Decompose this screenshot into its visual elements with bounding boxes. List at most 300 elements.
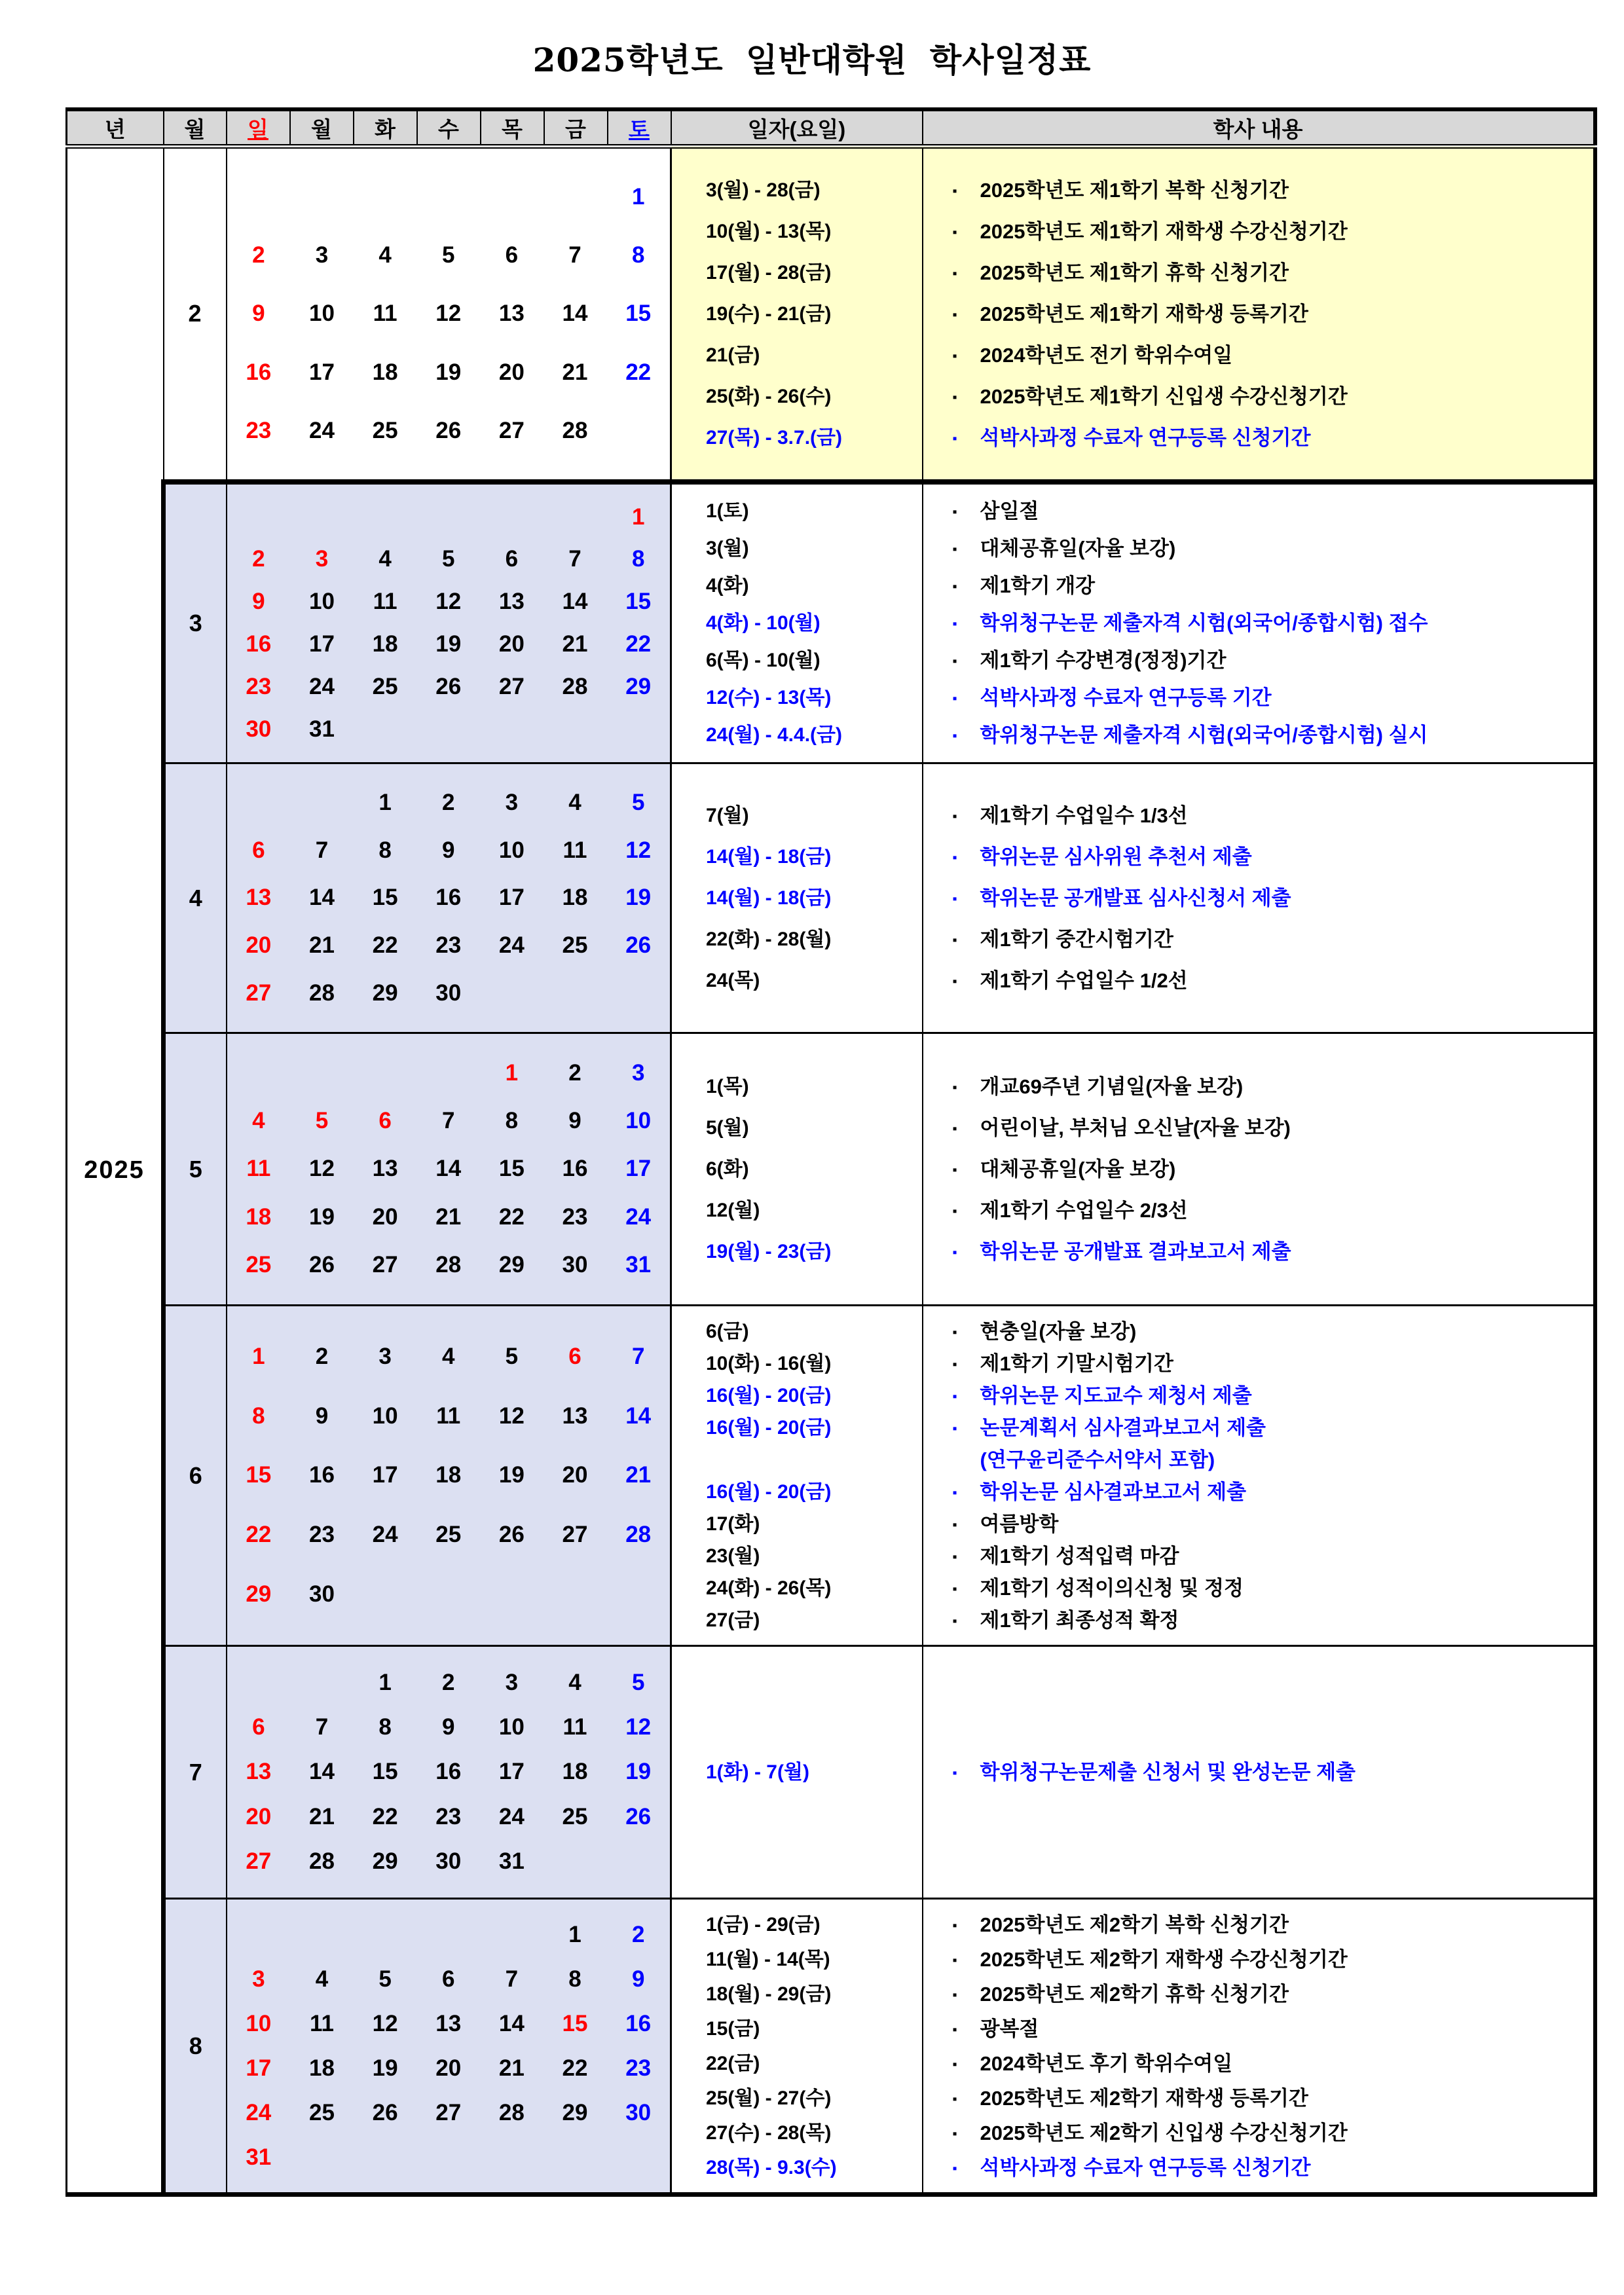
calendar-day: 23 [246, 673, 272, 699]
calendar-day: 27 [562, 1522, 588, 1548]
calendar-day: 8 [378, 837, 392, 863]
schedule-date: 22(화) - 28(월) [706, 928, 832, 950]
bullet-icon: ▪ [952, 1613, 957, 1628]
calendar-day: 2 [252, 546, 265, 572]
bullet-icon: ▪ [952, 1766, 957, 1780]
calendar-week [227, 1344, 671, 1370]
calendar-day: 24 [625, 1203, 652, 1230]
calendar-day [227, 790, 291, 816]
calendar-week [227, 674, 671, 700]
event-text: 제1학기 수업일수 2/3선 [980, 1199, 1188, 1222]
calendar-grid [227, 1311, 671, 1641]
schedule-event [923, 1572, 1593, 1604]
calendar-day: 27 [372, 1252, 398, 1278]
calendar-day [416, 1060, 480, 1086]
calendar-day: 17 [498, 885, 525, 911]
calendar-day [480, 184, 544, 210]
calendar-day: 17 [246, 2055, 272, 2081]
bullet-icon: ▪ [952, 1325, 957, 1340]
calendar-day: 6 [505, 546, 519, 572]
year-label: 2025 [67, 147, 164, 2195]
bullet-icon: ▪ [952, 1581, 957, 1596]
schedule-event [923, 252, 1593, 293]
calendar-day: 16 [246, 359, 272, 385]
event-text: 대체공휴일(자율 보강) [980, 537, 1176, 560]
bullet-icon: ▪ [952, 1485, 957, 1500]
calendar-day: 10 [308, 301, 335, 327]
calendar-day: 9 [315, 1403, 329, 1429]
calendar-day: 1 [631, 504, 645, 530]
schedule-event [923, 170, 1593, 211]
calendar-day: 31 [308, 716, 335, 742]
event-text: 제1학기 수강변경(정정)기간 [980, 649, 1227, 672]
bullet-icon: ▪ [952, 1389, 957, 1404]
calendar-week [227, 1403, 671, 1429]
event-text: 제1학기 수업일수 1/2선 [980, 969, 1188, 992]
calendar-day: 5 [378, 1966, 392, 1992]
schedule-event [923, 567, 1593, 604]
calendar-day: 3 [505, 1669, 519, 1695]
calendar-day: 5 [631, 1669, 645, 1695]
calendar-day: 11 [373, 589, 397, 615]
schedule-date: 18(월) - 29(금) [706, 1983, 832, 2005]
page-title: 2025학년도 일반대학원 학사일정표 [532, 41, 1092, 79]
calendar-day: 22 [372, 932, 398, 959]
calendar-day: 22 [372, 1803, 398, 1829]
schedule-event [923, 1907, 1593, 1942]
schedule-event [923, 2011, 1593, 2046]
calendar-day: 16 [625, 2010, 652, 2036]
schedule-event [923, 642, 1593, 679]
header-row [67, 109, 1595, 147]
calendar-day: 31 [625, 1252, 652, 1278]
schedule-date: 16(월) - 20(금) [706, 1384, 832, 1406]
calendar-day: 7 [442, 1108, 455, 1134]
schedule-event [923, 211, 1593, 252]
schedule-event [923, 877, 1593, 919]
calendar-day [480, 716, 544, 743]
calendar-day: 26 [435, 417, 462, 443]
month-calendar [227, 482, 671, 763]
bullet-icon: ▪ [952, 266, 957, 281]
calendar-day: 7 [315, 1714, 329, 1740]
calendar-day [416, 2144, 480, 2171]
header-day-sat: 토 [608, 109, 671, 147]
calendar-day: 22 [625, 631, 652, 657]
schedule-date: 27(목) - 3.7.(금) [706, 426, 842, 449]
calendar-grid [227, 151, 671, 476]
calendar-week [227, 1060, 671, 1086]
bullet-icon: ▪ [952, 542, 957, 557]
calendar-week [227, 1108, 671, 1134]
schedule-event [923, 530, 1593, 567]
schedule-date: 1(목) [706, 1076, 749, 1097]
calendar-week [227, 1156, 671, 1182]
calendar-week [227, 1670, 671, 1696]
calendar-day: 29 [625, 673, 652, 699]
event-text: 광복절 [980, 2017, 1039, 2040]
schedule-dates [671, 147, 923, 482]
calendar-day: 23 [308, 1522, 335, 1548]
calendar-day: 25 [372, 417, 398, 443]
calendar-day: 17 [372, 1462, 398, 1488]
schedule-event [923, 1348, 1593, 1380]
bullet-icon: ▪ [952, 1357, 957, 1372]
schedule-dates [671, 482, 923, 763]
schedule-event [923, 1604, 1593, 1636]
calendar-day [544, 2144, 607, 2171]
schedule-date: 4(화) - 10(월) [706, 612, 821, 634]
schedule-date: 27(금) [706, 1609, 760, 1631]
calendar-day: 1 [252, 1344, 265, 1370]
schedule-events [923, 1306, 1595, 1646]
bullet-icon: ▪ [952, 431, 957, 446]
calendar-grid [227, 769, 671, 1028]
date-lines [672, 1315, 922, 1636]
calendar-day: 14 [498, 2010, 525, 2036]
bullet-icon: ▪ [952, 1987, 957, 2002]
calendar-day: 8 [252, 1403, 265, 1429]
calendar-day: 27 [246, 980, 272, 1006]
schedule-event [923, 1380, 1593, 1412]
header-day-tue: 화 [354, 109, 417, 147]
calendar-day [606, 1848, 670, 1875]
calendar-week [227, 631, 671, 657]
calendar-day [354, 1060, 417, 1086]
calendar-day: 3 [315, 546, 329, 572]
schedule-date: 25(월) - 27(수) [706, 2087, 832, 2109]
calendar-day: 12 [308, 1156, 335, 1182]
event-text: 2024학년도 후기 학위수여일 [980, 2051, 1233, 2075]
calendar-day [227, 1922, 291, 1948]
calendar-day: 14 [308, 1759, 335, 1785]
schedule-date: 7(월) [706, 805, 749, 826]
calendar-day [544, 504, 607, 530]
event-text: 2025학년도 제2학기 복학 신청기간 [980, 1913, 1289, 1936]
calendar-day: 2 [315, 1344, 329, 1370]
schedule-event [923, 604, 1593, 642]
schedule-event [923, 1190, 1593, 1231]
schedule-date: 12(월) [706, 1200, 760, 1221]
event-lines [923, 492, 1593, 754]
event-text: 학위논문 심사결과보고서 제출 [980, 1480, 1247, 1503]
calendar-day: 9 [252, 589, 265, 615]
month-row-8 [67, 1899, 1595, 2195]
calendar-day: 14 [562, 589, 588, 615]
calendar-week [227, 790, 671, 816]
calendar-day [416, 184, 480, 210]
month-row-7 [67, 1646, 1595, 1899]
date-lines [672, 1066, 922, 1272]
calendar-day [227, 1670, 291, 1696]
event-lines [923, 170, 1593, 458]
calendar-day: 31 [246, 2144, 272, 2170]
calendar-day: 21 [562, 359, 588, 385]
calendar-day [290, 2144, 354, 2171]
calendar-day: 3 [252, 1966, 265, 1992]
calendar-day: 16 [562, 1156, 588, 1182]
schedule-event [923, 1508, 1593, 1540]
date-lines [672, 795, 922, 1001]
calendar-day: 5 [631, 790, 645, 816]
schedule-dates [671, 1646, 923, 1899]
bullet-icon: ▪ [952, 851, 957, 865]
schedule-event [923, 293, 1593, 335]
calendar-day: 26 [498, 1522, 525, 1548]
calendar-day: 11 [373, 301, 397, 327]
schedule-event [923, 1942, 1593, 1977]
calendar-day: 26 [435, 673, 462, 699]
event-text: 2025학년도 제2학기 재학생 등록기간 [980, 2086, 1308, 2110]
calendar-day: 24 [372, 1522, 398, 1548]
calendar-day: 14 [562, 301, 588, 327]
schedule-date: 4(화) [706, 575, 749, 597]
schedule-date: 22(금) [706, 2052, 760, 2074]
calendar-day: 16 [435, 885, 462, 911]
calendar-day: 17 [308, 359, 335, 385]
calendar-week [227, 1966, 671, 1992]
calendar-week [227, 980, 671, 1006]
calendar-day: 15 [625, 301, 652, 327]
event-text: 제1학기 성적입력 마감 [980, 1544, 1179, 1568]
calendar-day: 1 [631, 183, 645, 210]
event-text: 2025학년도 제2학기 재학생 수강신청기간 [980, 1947, 1348, 1971]
calendar-day: 3 [631, 1059, 645, 1086]
date-lines [672, 492, 922, 754]
month-row-2 [67, 147, 1595, 482]
calendar-day: 11 [436, 1403, 461, 1429]
bullet-icon: ▪ [952, 1245, 957, 1260]
academic-calendar-table [65, 107, 1597, 2197]
calendar-day [606, 1581, 670, 1607]
calendar-week [227, 1714, 671, 1740]
bullet-icon: ▪ [952, 183, 957, 198]
schedule-event [923, 2081, 1593, 2116]
bullet-icon: ▪ [952, 691, 957, 707]
calendar-day: 26 [625, 932, 652, 959]
calendar-day: 14 [625, 1403, 652, 1429]
calendar-day: 6 [252, 1714, 265, 1740]
calendar-day: 31 [498, 1848, 525, 1875]
month-number: 4 [164, 763, 227, 1033]
calendar-grid [227, 488, 671, 759]
schedule-event [923, 376, 1593, 417]
calendar-day: 12 [625, 837, 652, 863]
calendar-day [544, 980, 607, 1006]
header-year: 년 [67, 109, 164, 147]
calendar-day [290, 184, 354, 210]
schedule-events [923, 147, 1595, 482]
bullet-icon: ▪ [952, 2126, 957, 2141]
calendar-day: 5 [442, 546, 455, 572]
calendar-day: 27 [246, 1848, 272, 1875]
calendar-day: 29 [498, 1252, 525, 1278]
calendar-day [354, 1581, 417, 1607]
month-calendar [227, 1306, 671, 1646]
schedule-event [923, 1231, 1593, 1272]
event-text: 2025학년도 제1학기 재학생 등록기간 [980, 302, 1308, 325]
calendar-day: 19 [308, 1203, 335, 1230]
schedule-date: 17(화) [706, 1513, 760, 1535]
calendar-day: 22 [498, 1203, 525, 1230]
calendar-day: 4 [568, 1669, 581, 1695]
calendar-week [227, 1581, 671, 1607]
calendar-week [227, 2100, 671, 2126]
event-lines [923, 1066, 1593, 1272]
calendar-day: 17 [308, 631, 335, 657]
bullet-icon: ▪ [952, 2022, 957, 2037]
calendar-day: 7 [568, 546, 581, 572]
schedule-date: 11(월) - 14(목) [706, 1948, 830, 1970]
month-row-6 [67, 1306, 1595, 1646]
calendar-day [290, 1670, 354, 1696]
calendar-day: 29 [372, 980, 398, 1006]
calendar-day: 19 [498, 1462, 525, 1488]
event-text: 학위논문 지도교수 제청서 제출 [980, 1384, 1252, 1407]
schedule-event [923, 1540, 1593, 1572]
schedule-date: 24(화) - 26(목) [706, 1577, 832, 1599]
calendar-day: 10 [498, 837, 525, 863]
calendar-grid [227, 1038, 671, 1300]
calendar-day: 28 [625, 1522, 652, 1548]
calendar-day [606, 716, 670, 743]
date-lines [672, 1907, 922, 2185]
schedule-event [923, 417, 1593, 458]
calendar-day: 10 [498, 1714, 525, 1740]
header-day-sun: 일 [227, 109, 290, 147]
calendar-day: 29 [246, 1581, 272, 1607]
calendar-day: 3 [315, 242, 329, 268]
schedule-date: 1(화) - 7(월) [706, 1761, 809, 1783]
schedule-events [923, 1899, 1595, 2195]
schedule-event [923, 1412, 1593, 1444]
event-text: 학위논문 공개발표 결과보고서 제출 [980, 1240, 1291, 1263]
event-text: 석박사과정 수료자 연구등록 신청기간 [980, 2156, 1311, 2179]
event-lines [923, 1752, 1593, 1793]
calendar-day [606, 980, 670, 1006]
calendar-day: 8 [505, 1108, 519, 1134]
month-number: 2 [164, 147, 227, 482]
calendar-day: 11 [246, 1156, 271, 1182]
schedule-date: 28(목) - 9.3(수) [706, 2156, 837, 2178]
calendar-day: 13 [562, 1403, 588, 1429]
event-lines [923, 795, 1593, 1001]
header-content-col: 학사 내용 [923, 109, 1595, 147]
event-text: (연구윤리준수서약서 포함) [980, 1448, 1215, 1471]
event-text: 여름방학 [980, 1512, 1059, 1535]
bullet-icon: ▪ [952, 933, 957, 947]
calendar-day: 22 [246, 1522, 272, 1548]
month-number: 7 [164, 1646, 227, 1899]
schedule-date: 17(월) - 28(금) [706, 261, 832, 284]
calendar-day: 6 [442, 1966, 455, 1992]
calendar-day [480, 2144, 544, 2171]
calendar-day: 11 [563, 1714, 587, 1740]
calendar-day: 25 [372, 673, 398, 699]
calendar-day: 5 [505, 1344, 519, 1370]
schedule-date: 14(월) - 18(금) [706, 846, 832, 868]
calendar-day: 26 [308, 1252, 335, 1278]
calendar-day: 13 [498, 589, 525, 615]
event-text: 제1학기 최종성적 확정 [980, 1608, 1179, 1632]
schedule-dates [671, 1033, 923, 1306]
calendar-week [227, 716, 671, 743]
event-text: 삼일절 [980, 500, 1039, 523]
calendar-day: 19 [625, 1759, 652, 1785]
calendar-day: 17 [498, 1759, 525, 1785]
calendar-day: 13 [435, 2010, 462, 2036]
calendar-day: 12 [498, 1403, 525, 1429]
calendar-day: 3 [505, 790, 519, 816]
bullet-icon: ▪ [952, 348, 957, 363]
calendar-day: 12 [435, 301, 462, 327]
event-text: 현충일(자율 보강) [980, 1319, 1137, 1343]
calendar-day: 21 [562, 631, 588, 657]
event-text: 학위논문 공개발표 심사신청서 제출 [980, 887, 1291, 909]
calendar-day: 15 [498, 1156, 525, 1182]
date-lines [672, 170, 922, 458]
calendar-day: 28 [562, 417, 588, 443]
calendar-day: 9 [631, 1966, 645, 1992]
calendar-day: 30 [246, 716, 272, 742]
calendar-day: 28 [562, 673, 588, 699]
calendar-day: 26 [625, 1803, 652, 1829]
calendar-day: 23 [625, 2055, 652, 2081]
calendar-week [227, 1759, 671, 1785]
calendar-day: 21 [625, 1462, 652, 1488]
calendar-day [416, 504, 480, 530]
event-text: 2024학년도 전기 학위수여일 [980, 343, 1233, 367]
calendar-day: 19 [435, 631, 462, 657]
bullet-icon: ▪ [952, 2091, 957, 2106]
calendar-week [227, 1204, 671, 1230]
header-month: 월 [164, 109, 227, 147]
header-day-mon: 월 [290, 109, 354, 147]
calendar-day: 18 [372, 631, 398, 657]
bullet-icon: ▪ [952, 505, 957, 520]
calendar-day: 14 [308, 885, 335, 911]
calendar-day [480, 504, 544, 530]
calendar-week [227, 2144, 671, 2171]
calendar-day: 7 [631, 1344, 645, 1370]
calendar-day: 24 [308, 417, 335, 443]
schedule-event [923, 1476, 1593, 1508]
event-text: 2025학년도 제1학기 신입생 수강신청기간 [980, 384, 1348, 408]
calendar-grid [227, 1651, 671, 1894]
event-text: 제1학기 개강 [980, 574, 1096, 598]
month-row-3 [67, 482, 1595, 763]
calendar-day: 4 [442, 1344, 455, 1370]
calendar-day: 30 [625, 2099, 652, 2125]
calendar-day: 8 [631, 242, 645, 268]
calendar-day: 26 [372, 2099, 398, 2125]
schedule-event [923, 960, 1593, 1001]
calendar-day: 24 [308, 673, 335, 699]
event-text: 제1학기 기말시험기간 [980, 1351, 1173, 1375]
event-text: 석박사과정 수료자 연구등록 신청기간 [980, 426, 1311, 449]
calendar-week [227, 2011, 671, 2037]
calendar-week [227, 1522, 671, 1548]
schedule-date: 6(금) [706, 1320, 749, 1342]
month-number: 8 [164, 1899, 227, 2195]
calendar-grid [227, 1903, 671, 2189]
calendar-day: 15 [625, 589, 652, 615]
calendar-day: 5 [315, 1108, 329, 1134]
calendar-day [290, 1060, 354, 1086]
schedule-date: 6(화) [706, 1158, 749, 1180]
event-text: 석박사과정 수료자 연구등록 기간 [980, 686, 1272, 710]
calendar-day: 12 [625, 1714, 652, 1740]
